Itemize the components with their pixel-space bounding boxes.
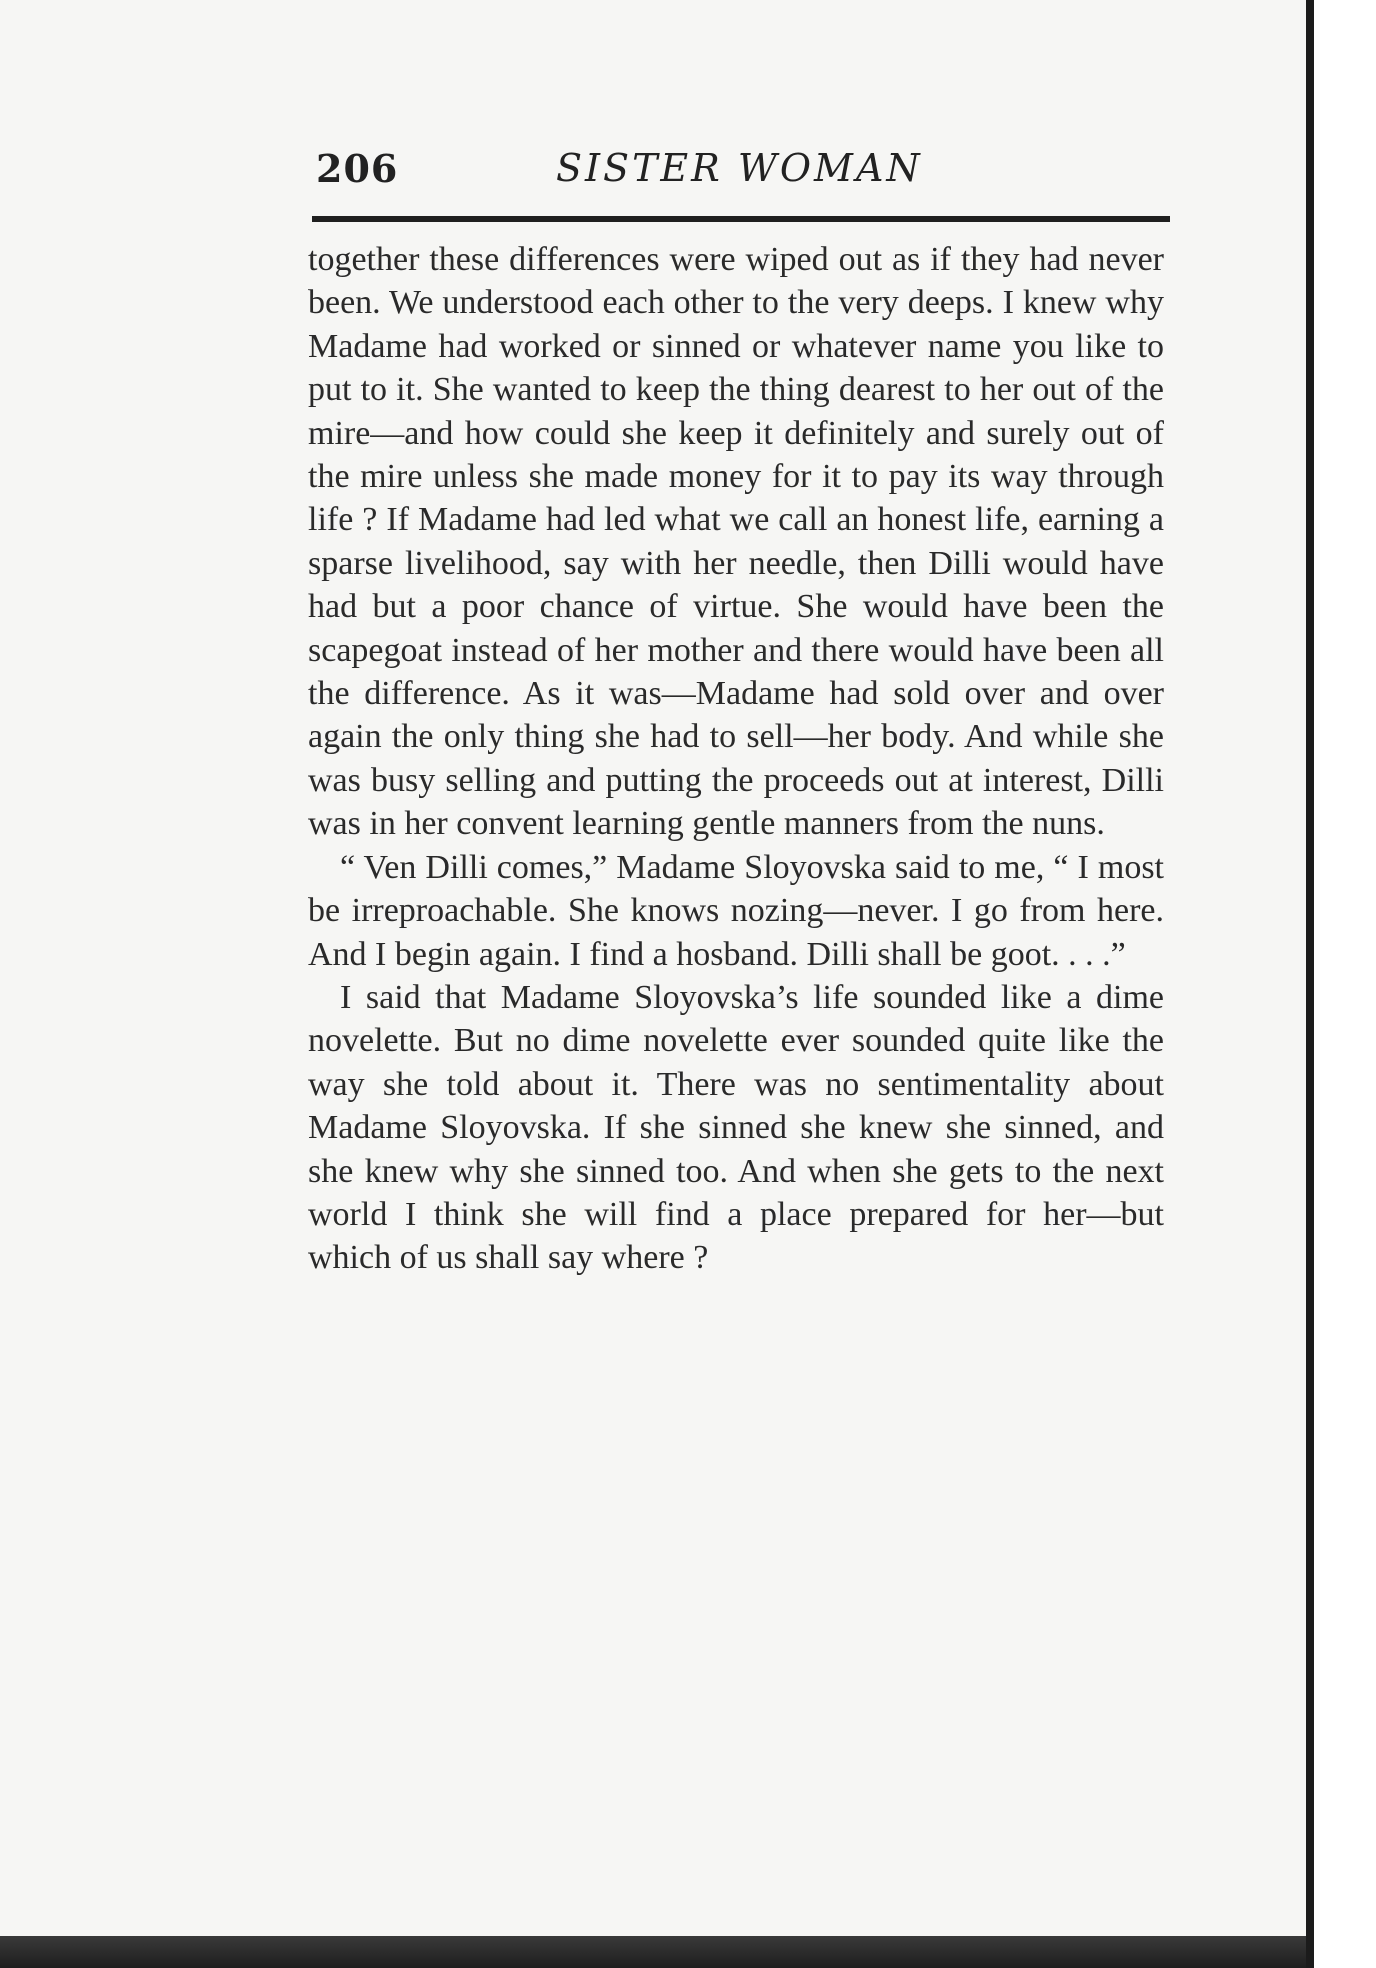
page-edge-border — [1306, 0, 1314, 1968]
paragraph-1: together these differences were wiped out as if they had never been. We understood each other to the very deeps. I knew why Madame had worked or sinned or whatever name you like to put to it. She wanted to keep the thing dearest to her out of the mire—and how could she keep it definitely and surely out of the mire unless she made money for it to pay its way through life ? If Madame had led what we call an honest life, earning a sparse livelihood, say with her needle, then Dilli would have had but a poor chance of virtue. She would have been the scapegoat instead of her mother and there would have been all the difference. As it was—Madame had sold over and over again the only thing she had to sell—her body. And while she was busy selling and putting the proceeds out at interest, Dilli was in her convent learning gentle manners from the nuns. — [308, 241, 1164, 843]
body-text — [308, 238, 1164, 1280]
page-bottom-edge — [0, 1936, 1306, 1968]
paragraph-3: I said that Madame Sloyovska’s life sounded like a dime novelette. But no dime novelette ever sounded quite like the way she told about it. There was no sentimentality about Madame Sloyovska. If she sinned she knew she sinned, and she knew why she sinned too. And when she gets to the next world I think she will find a place prepared for her—but which of us shall say where ? — [308, 978, 1164, 1277]
header-rule — [312, 216, 1170, 222]
facing-page-margin — [1314, 0, 1376, 1968]
paragraph-2: “ Ven Dilli comes,” Madame Sloyovska said to me, “ I most be irreproachable. She knows nozing—never. I go from here. And I begin again. I find a hosband. Dilli shall be goot. . . .” — [308, 848, 1164, 973]
running-title: SISTER WOMAN — [556, 146, 923, 190]
page-number: 206 — [316, 146, 399, 191]
page-header — [316, 140, 1168, 200]
